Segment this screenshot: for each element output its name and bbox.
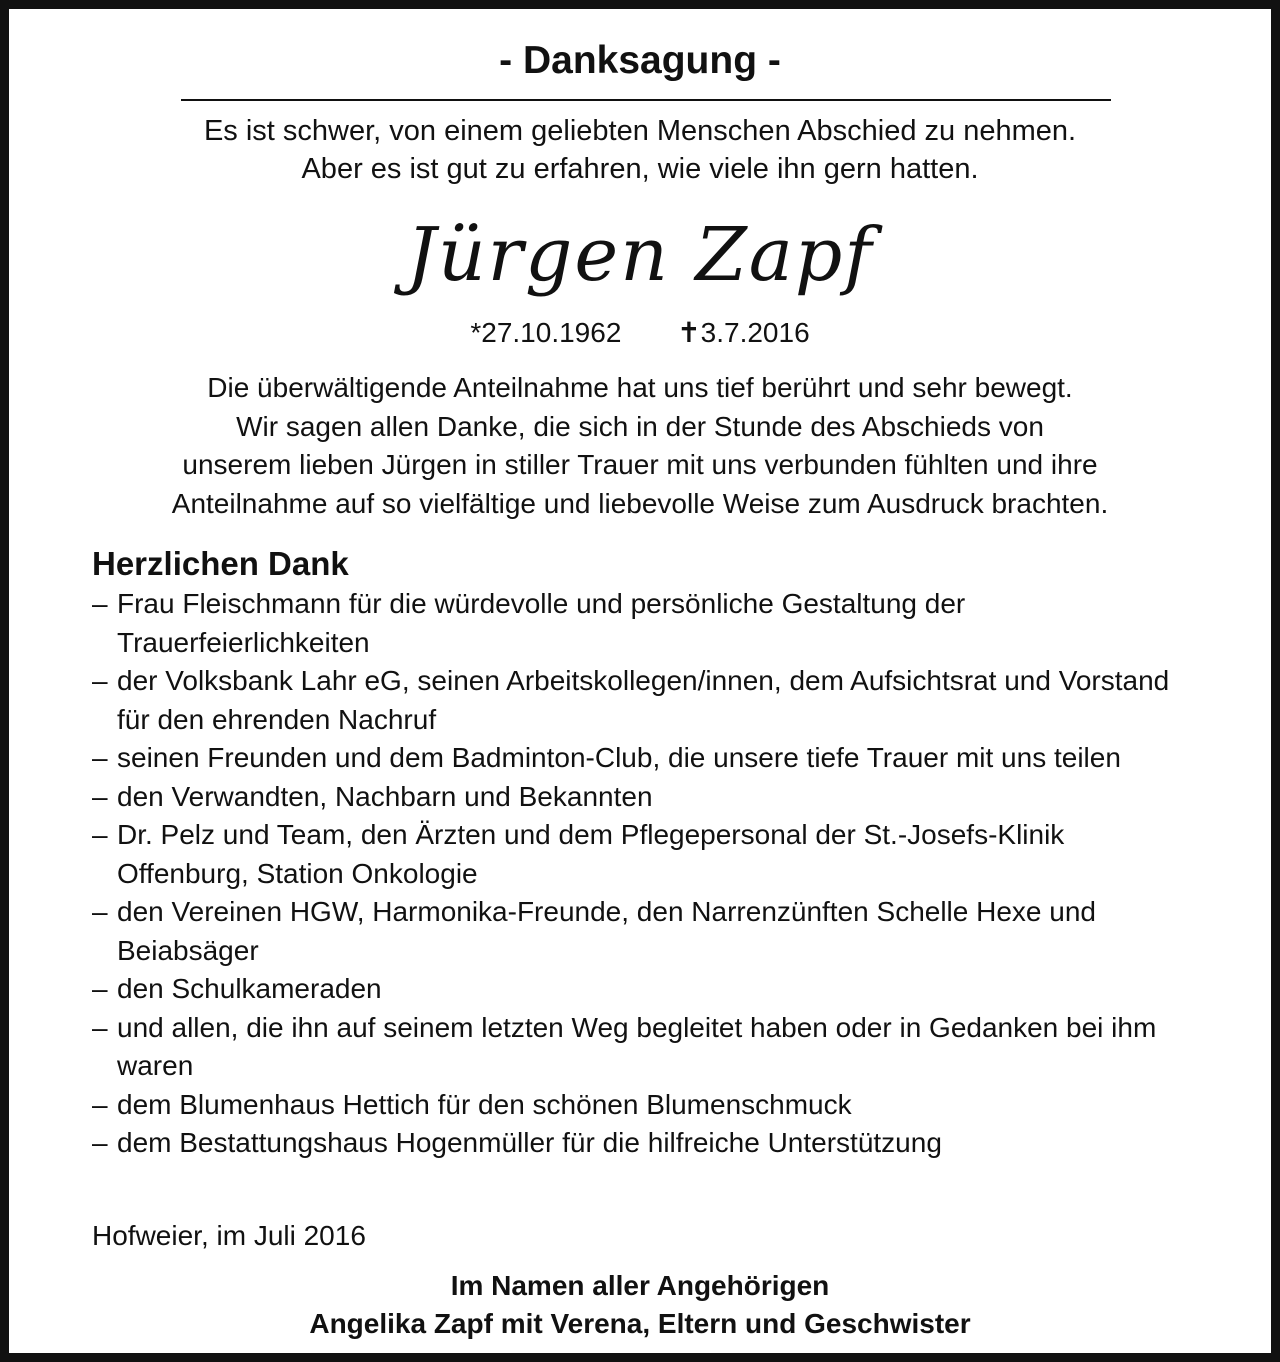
list-item: – seinen Freunden und dem Badminton-Club, die unsere tiefe Trauer mit uns teilen	[92, 739, 1192, 778]
list-item: – und allen, die ihn auf seinem letzten Weg begleitet haben oder in Gedanken bei ihm waren	[92, 1009, 1192, 1086]
list-item: – den Vereinen HGW, Harmonika-Freunde, den Narrenzünften Schelle Hexe und Beiabsäger	[92, 893, 1192, 970]
quote-line: Es ist schwer, von einem geliebten Menschen Abschied zu nehmen.	[203, 115, 1077, 147]
signature-line: Angelika Zapf mit Verena, Eltern und Geschwister	[309, 1308, 971, 1339]
thanks-line: unserem lieben Jürgen in stiller Trauer mit uns verbunden fühlten und ihre	[182, 449, 1098, 480]
notice-title: - Danksagung -	[499, 39, 781, 82]
signature-line: Im Namen aller Angehörigen	[450, 1270, 830, 1301]
quote-line: Aber es ist gut zu erfahren, wie viele ihn gern hatten.	[301, 153, 979, 185]
list-item: – den Verwandten, Nachbarn und Bekannten	[92, 778, 1192, 817]
life-dates	[9, 313, 1271, 353]
thanks-line: Wir sagen allen Danke, die sich in der Stunde des Abschieds von	[236, 410, 1044, 442]
list-item: – Frau Fleischmann für die würdevolle und persönliche Gestaltung der Trauerfeierlichkeiten	[92, 585, 1192, 662]
death-date: ✝3.7.2016	[677, 317, 810, 348]
thanks-paragraph	[9, 369, 1271, 523]
deceased-name: Jürgen Zapf	[406, 212, 874, 298]
signature-block	[9, 1267, 1271, 1343]
quote-block	[9, 112, 1271, 188]
list-item: – der Volksbank Lahr eG, seinen Arbeitskollegen/innen, dem Aufsichtsrat und Vorstand für den ehrenden Nachruf	[92, 662, 1192, 739]
title-divider	[181, 99, 1111, 101]
list-item: – dem Blumenhaus Hettich für den schönen Blumenschmuck	[92, 1086, 1192, 1125]
thanks-line: Anteilnahme auf so vielfältige und liebevolle Weise zum Ausdruck brachten.	[171, 487, 1109, 519]
list-item: – den Schulkameraden	[92, 970, 1192, 1009]
thanks-line: Die überwältigende Anteilnahme hat uns tief berührt und sehr bewegt.	[207, 372, 1073, 403]
birth-date: *27.10.1962	[470, 317, 622, 348]
list-item: – dem Bestattungshaus Hogenmüller für die hilfreiche Unterstützung	[92, 1124, 1192, 1163]
place-date: Hofweier, im Juli 2016	[92, 1220, 366, 1251]
thanks-list	[92, 585, 1192, 1163]
list-item: – Dr. Pelz und Team, den Ärzten und dem Pflegepersonal der St.-Josefs-Klinik Offenburg, Station Onkologie	[92, 816, 1192, 893]
thanks-heading: Herzlichen Dank	[92, 545, 349, 582]
